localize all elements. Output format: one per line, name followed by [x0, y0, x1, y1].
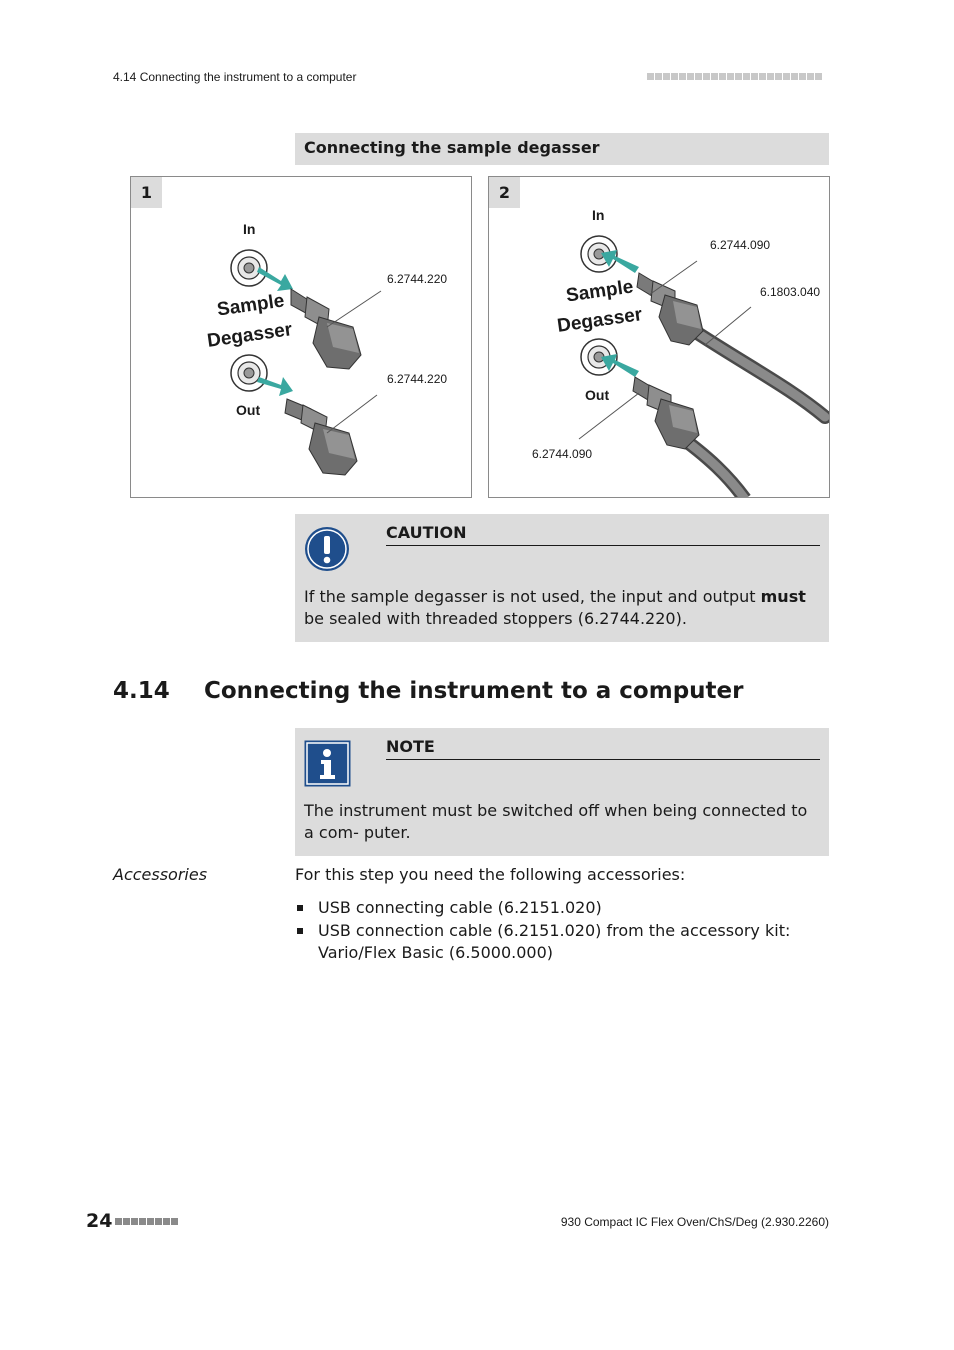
exclamation-icon [304, 526, 350, 572]
device-name-line1: Sample [564, 276, 635, 307]
part-number-bottom: 6.2744.090 [532, 447, 593, 461]
caution-text-part: be sealed with threaded stoppers (6.2744.220). [304, 609, 687, 628]
device-name-line1: Sample [215, 290, 286, 321]
in-port-label: In [243, 221, 256, 237]
figure-title: Connecting the sample degasser [295, 133, 829, 165]
degasser-stoppers-illustration [131, 177, 472, 498]
info-icon [304, 740, 351, 787]
list-item: USB connection cable (6.2151.020) from the accessory kit: Vario/Flex Basic (6.5000.000) [295, 920, 829, 964]
footer-decoration-squares [115, 1218, 178, 1225]
part-number-top: 6.2744.090 [710, 238, 771, 252]
out-port-label: Out [585, 387, 610, 403]
device-name-line2: Degasser [555, 304, 644, 337]
accessories-list [295, 897, 829, 965]
caution-title: CAUTION [386, 523, 467, 542]
part-number-bottom: 6.2744.220 [387, 372, 448, 386]
part-number-tube: 6.1803.040 [760, 285, 821, 299]
caution-text-bold: must [760, 587, 806, 606]
note-title: NOTE [386, 737, 435, 756]
list-item: USB connecting cable (6.2151.020) [295, 897, 829, 919]
section-heading [113, 678, 743, 704]
section-title: Connecting the instrument to a computer [204, 678, 744, 704]
figure-panel-1 [130, 176, 472, 498]
note-title-rule [386, 759, 820, 760]
accessories-intro: For this step you need the following accessories: [295, 865, 686, 884]
section-number: 4.14 [113, 678, 170, 704]
note-text: The instrument must be switched off when being connected to a com- puter. [304, 801, 808, 842]
footer-product-title: 930 Compact IC Flex Oven/ChS/Deg (2.930.2260) [560, 1215, 829, 1229]
device-name-line2: Degasser [205, 319, 294, 352]
figure-panel-2 [488, 176, 830, 498]
page-number: 24 [86, 1210, 113, 1232]
panel-number: 1 [131, 177, 162, 208]
header-decoration-squares [647, 73, 822, 80]
in-port-label: In [592, 207, 605, 223]
part-number-top: 6.2744.220 [387, 272, 448, 286]
caution-text [304, 586, 815, 630]
caution-box [295, 514, 829, 642]
panel-number: 2 [489, 177, 520, 208]
accessories-margin-label: Accessories [113, 865, 208, 884]
note-box [295, 728, 829, 856]
caution-title-rule [386, 545, 820, 546]
running-header-title: 4.14 Connecting the instrument to a computer [113, 70, 357, 84]
out-port-label: Out [236, 402, 261, 418]
caution-text-part: If the sample degasser is not used, the input and output [304, 587, 761, 606]
